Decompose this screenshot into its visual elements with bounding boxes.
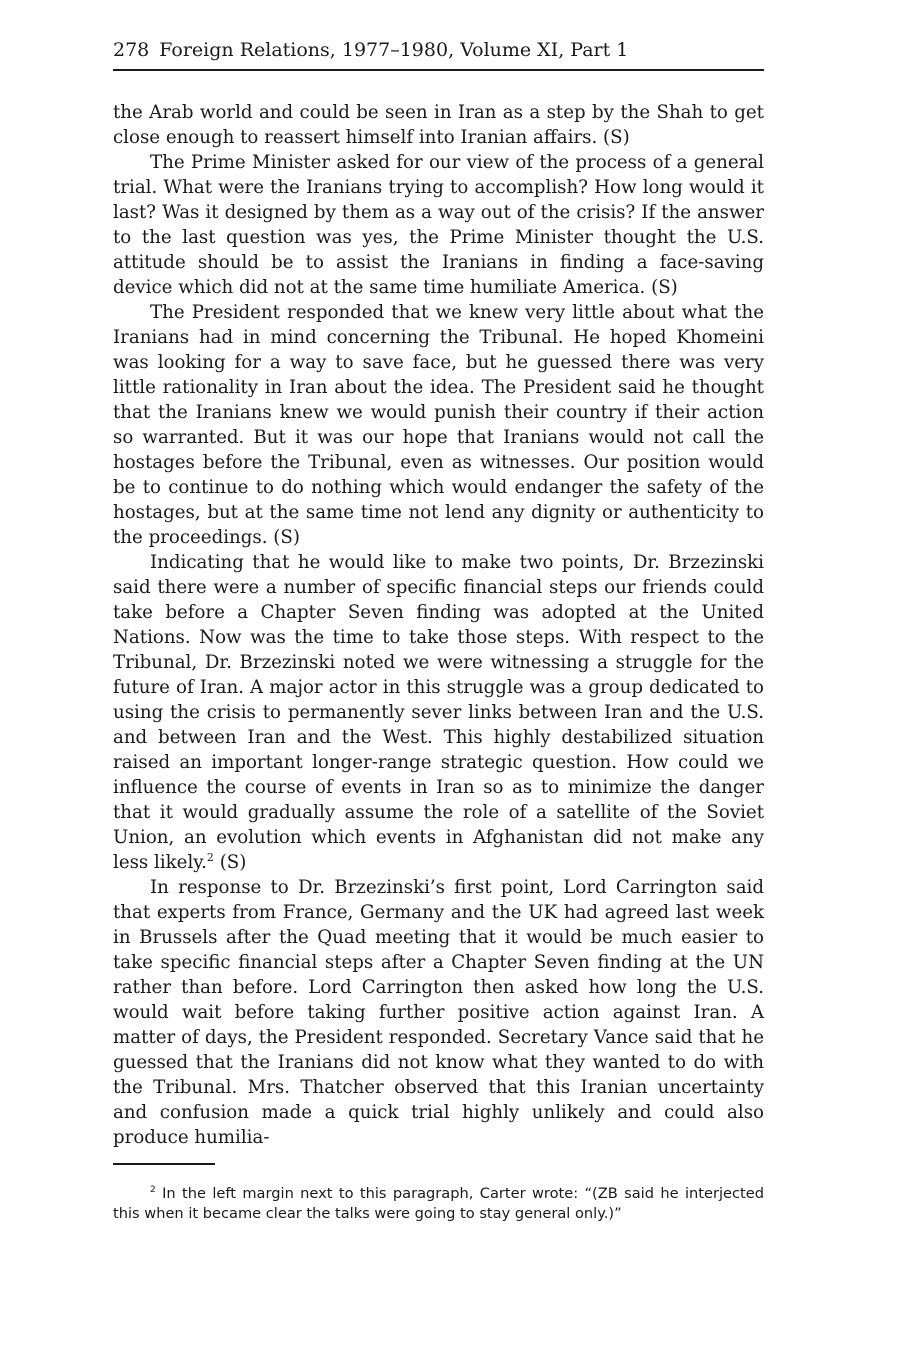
header-rule: [113, 69, 764, 71]
paragraph-5: In response to Dr. Brzezinski’s first point, Lord Carrington said that experts from France, Germany and the UK had agreed last week in Brussels after the Quad meeting that it would be much easier to take specific financial steps after a Chapter Seven finding at the UN rather than before. Lord Carrington then asked how long the U.S. would wait before taking further positive action against Iran. A matter of days, the President responded. Secretary Vance said that he guessed that the Iranians did not know what they wanted to do with the Tribunal. Mrs. Thatcher observed that this Iranian uncertainty and confusion made a quick trial highly unlikely and could also produce humilia-: [113, 877, 764, 1148]
paragraph-4: [113, 550, 764, 875]
paragraph-3: The President responded that we knew very little about what the Iranians had in mind concerning the Tribunal. He hoped Khomeini was looking for a way to save face, but he guessed there was very little rationality in Iran about the idea. The President said he thought that the Iranians knew we would punish their country if their action so warranted. But it was our hope that Iranians would not call the hostages before the Tribunal, even as witnesses. Our position would be to continue to do nothing which would endanger the safety of the hostages, but at the same time not lend any dignity or authenticity to the proceedings. (S): [113, 302, 764, 548]
footnote-reference: 2: [206, 850, 214, 864]
paragraph-1: the Arab world and could be seen in Iran as a step by the Shah to get close enough to reassert himself into Iranian affairs. (S): [113, 102, 764, 148]
paragraph-2: The Prime Minister asked for our view of the process of a general trial. What were the Iranians trying to accomplish? How long would it last? Was it designed by them as a way out of the crisis? If the answer to the last question was yes, the Prime Minister thought the U.S. attitude should be to assist the Iranians in finding a face-saving device which did not at the same time humiliate America. (S): [113, 152, 764, 298]
body-text: [113, 100, 764, 1150]
running-head: [113, 38, 764, 62]
footnote-number: 2: [150, 1185, 156, 1196]
page-number: 278: [113, 39, 150, 61]
footnote: [113, 1184, 764, 1224]
footnote-text: In the left margin next to this paragraph, Carter wrote: “(ZB said he interjected this when it became clear the talks were going to stay general only.)”: [113, 1185, 764, 1222]
paragraph-4-classification: (S): [213, 852, 247, 873]
paragraph-4-text: Indicating that he would like to make two points, Dr. Brzezinski said there were a number of specific financial steps our friends could take before a Chapter Seven finding was adopted at the United Nations. Now was the time to take those steps. With respect to the Tribunal, Dr. Brzezinski noted we were witnessing a struggle for the future of Iran. A major actor in this struggle was a group dedicated to using the crisis to permanently sever links between Iran and the U.S. and between Iran and the West. This highly destabilized situation raised an important longer-range strategic question. How could we influence the course of events in Iran so as to minimize the danger that it would gradually assume the role of a satellite of the Soviet Union, an evolution which events in Afghanistan did not make any less likely.: [113, 552, 764, 873]
volume-title: Foreign Relations, 1977–1980, Volume XI, Part 1: [159, 39, 629, 61]
footnote-rule: [113, 1163, 215, 1165]
